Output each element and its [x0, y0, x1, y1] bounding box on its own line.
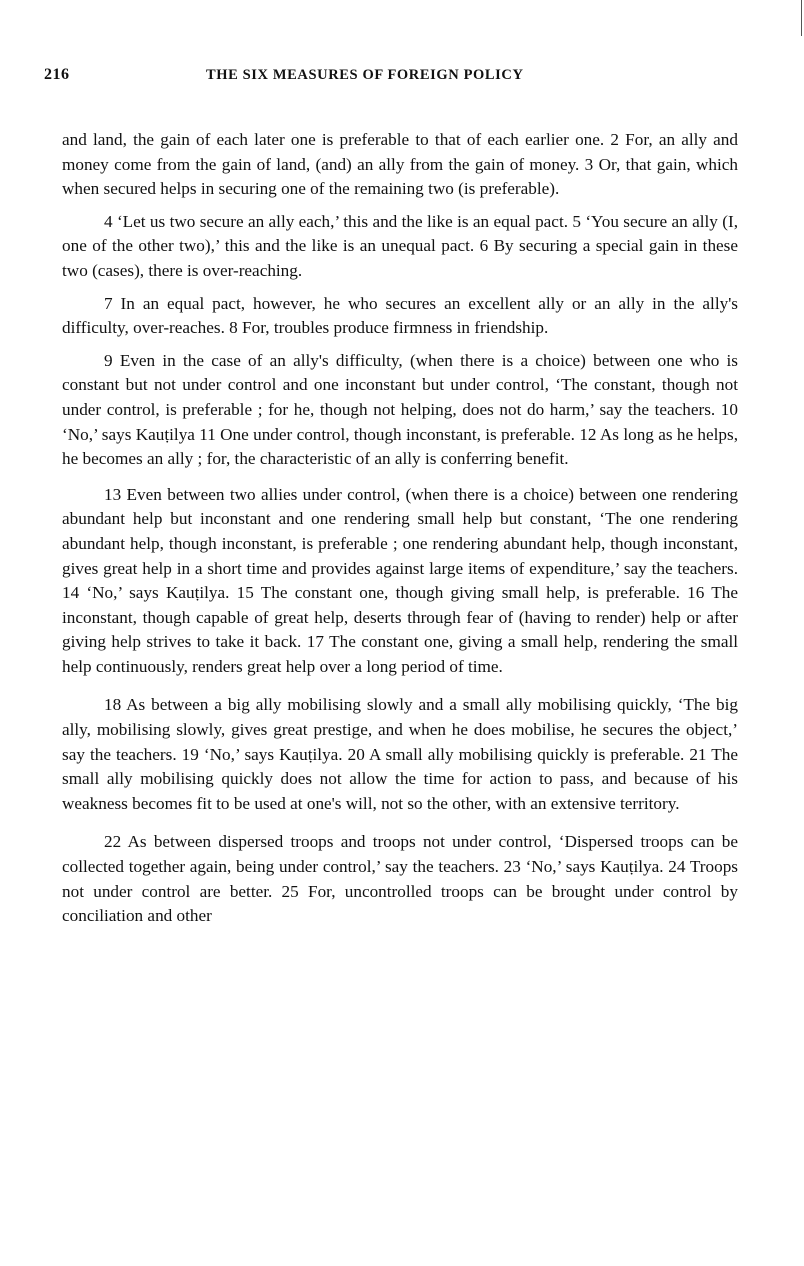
- paragraph-1: and land, the gain of each later one is preferable to that of each earlier one. 2 For, an ally and money come from the gain of land, (and) an ally from the gain of money. 3 Or, that gain, which when secured helps in securing one of the remaining two (is preferable).: [62, 130, 738, 199]
- paragraph-4: 9 Even in the case of an ally's difficulty, (when there is a choice) between one who is constant but not under control and one inconstant but under control, ‘The constant, though not under control, is preferable ; for he, though not helping, does not do harm,’ say the teachers. 10 ‘No,’ says Kauṭilya 11 One under control, though inconstant, is preferable. 12 As long as he helps, he becomes an ally ; for, the characteristic of an ally is conferring benefit.: [62, 350, 738, 469]
- page-number: 216: [44, 66, 70, 83]
- paragraph-6: 18 As between a big ally mobilising slowly and a small ally mobilising quickly, ‘The big ally, mobilising slowly, gives great prestige, and when he does mobilise, he secures the object,’ say the teachers. 19 ‘No,’ says Kauṭilya. 20 A small ally mobilising quickly is preferable. 21 The small ally mobilising quickly does not allow the time for action to pass, and because of his weakness becomes fit to be used at one's will, not so the other, with an extensive territory.: [62, 695, 738, 813]
- paragraph-2: 4 ‘Let us two secure an ally each,’ this and the like is an equal pact. 5 ‘You secure an ally (I, one of the other two),’ this and the like is an unequal pact. 6 By securing a special gain in these two (cases), there is over-reaching.: [62, 211, 738, 280]
- running-title: THE SIX MEASURES OF FOREIGN POLICY: [206, 67, 524, 83]
- page-edge-line: [801, 0, 802, 36]
- paragraph-5: 13 Even between two allies under control, (when there is a choice) between one rendering abundant help but inconstant and one rendering small help but constant, ‘The one rendering abundant help, though inconstant, is preferable ; one rendering abundant help, though inconstant, gives great help in a short time and provides against large items of expenditure,’ say the teachers. 14 ‘No,’ says Kauṭilya. 15 The constant one, though giving small help, is preferable. 16 The inconstant, though capable of great help, deserts through fear of (having to render) help or after giving help strives to take it back. 17 The constant one, giving a small help, rendering the small help continuously, renders great help over a long period of time.: [62, 484, 738, 676]
- paragraph-3: 7 In an equal pact, however, he who secures an excellent ally or an ally in the ally's difficulty, over-reaches. 8 For, troubles produce firmness in friendship.: [62, 293, 738, 338]
- body-text: [62, 128, 738, 929]
- page-header: [44, 66, 744, 90]
- paragraph-7: 22 As between dispersed troops and troops not under control, ‘Dispersed troops can be collected together again, being under control,’ say the teachers. 23 ‘No,’ says Kauṭilya. 24 Troops not under control are better. 25 For, uncontrolled troops can be brought under control by conciliation and other: [62, 832, 738, 926]
